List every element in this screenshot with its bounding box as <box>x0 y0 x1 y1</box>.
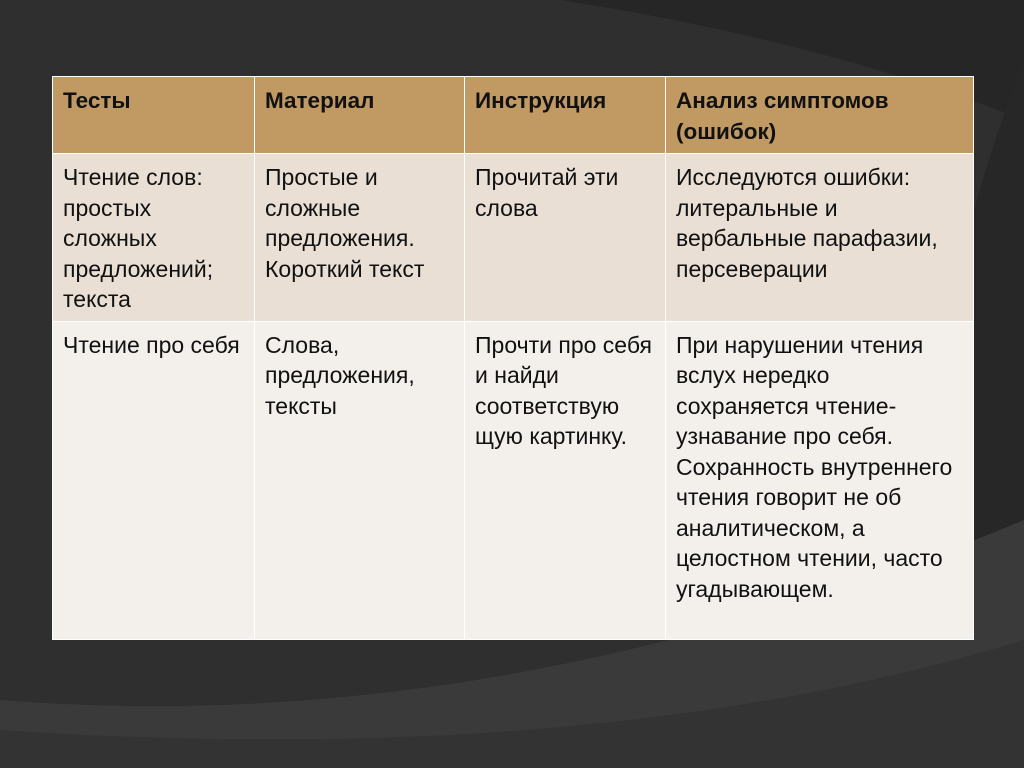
table-cell: Прочти про себя и найди соответствую щую картинку. <box>465 321 666 639</box>
header-cell-analysis: Анализ симптомов (ошибок) <box>666 77 974 154</box>
header-cell-material: Материал <box>255 77 465 154</box>
table-cell: Чтение про себя <box>53 321 255 639</box>
table-cell: При нарушении чтения вслух нередко сохраняется чтение-узнавание про себя. Сохранность внутреннего чтения говорит не об аналитическом, а целостном чтении, часто угадывающем. <box>666 321 974 639</box>
table-cell: Прочитай эти слова <box>465 154 666 322</box>
table-row <box>53 154 974 322</box>
table-cell: Чтение слов: простых сложных предложений; текста <box>53 154 255 322</box>
header-row <box>53 77 974 154</box>
table-header <box>53 77 974 154</box>
header-cell-instruction: Инструкция <box>465 77 666 154</box>
table-cell: Исследуются ошибки: литеральные и вербальные парафазии, персеверации <box>666 154 974 322</box>
content-table <box>52 76 974 640</box>
table-cell: Простые и сложные предложения. Короткий текст <box>255 154 465 322</box>
table-body <box>53 154 974 640</box>
table-row <box>53 321 974 639</box>
table-cell: Слова, предложения, тексты <box>255 321 465 639</box>
header-cell-tests: Тесты <box>53 77 255 154</box>
